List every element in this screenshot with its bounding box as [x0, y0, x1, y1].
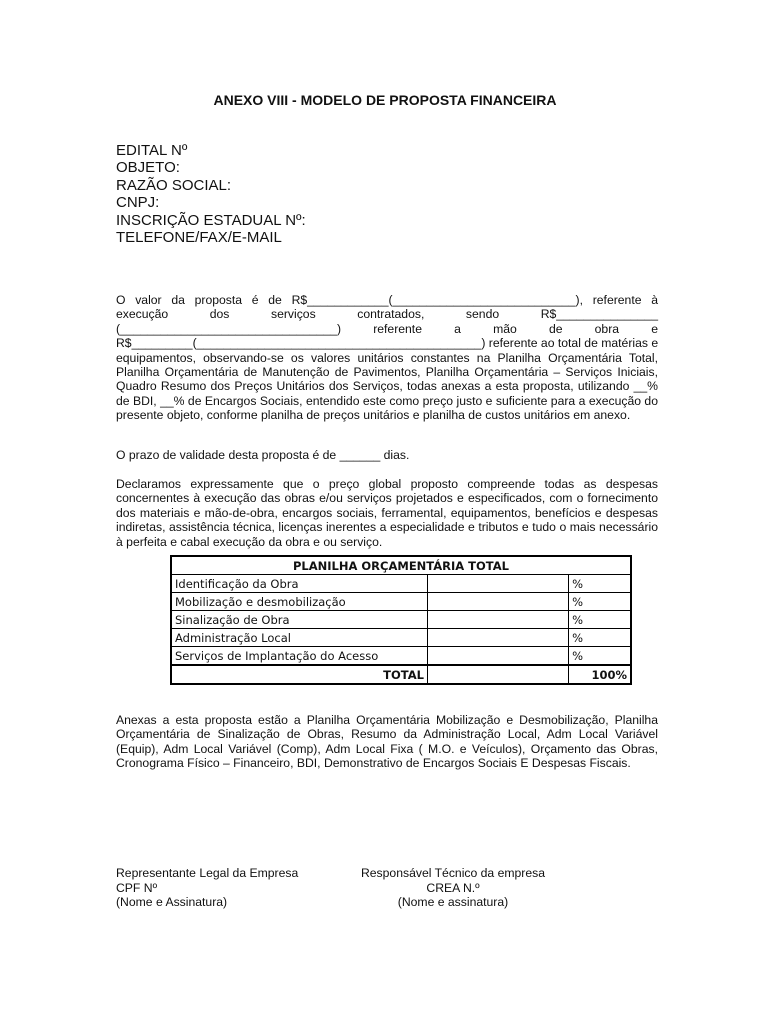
row-label: Identificação da Obra	[171, 575, 427, 593]
table-row	[171, 629, 631, 647]
proposal-line-2: execução dos serviços contratados, sendo R$_______________	[116, 307, 658, 322]
row-value	[427, 647, 568, 666]
signature-legal-representative	[116, 866, 298, 910]
table-row	[171, 611, 631, 629]
row-label: Administração Local	[171, 629, 427, 647]
row-label: Mobilização e desmobilização	[171, 593, 427, 611]
row-value	[427, 611, 568, 629]
signature-technical-responsible	[355, 866, 551, 910]
signature-left-line-2: CPF Nº	[116, 880, 158, 895]
signature-left-line-1: Representante Legal da Empresa	[116, 866, 299, 880]
row-value	[427, 575, 568, 593]
proposal-line-3: (________________________________) referente a mão de obra e	[116, 321, 658, 336]
proposal-line-4: R$_________(__________________________________________) referente ao total de matérias e	[116, 336, 659, 351]
field-contact: TELEFONE/FAX/E-MAIL	[116, 229, 282, 247]
row-value	[427, 593, 568, 611]
table-total-row	[171, 665, 631, 684]
budget-table-title: PLANILHA ORÇAMENTÁRIA TOTAL	[171, 556, 631, 575]
budget-table	[170, 555, 632, 685]
row-percent: %	[569, 611, 631, 629]
table-row	[171, 593, 631, 611]
header-fields	[116, 142, 306, 246]
row-percent: %	[569, 647, 631, 666]
row-label: Serviços de Implantação do Acesso	[171, 647, 427, 666]
field-objeto: OBJETO:	[116, 159, 180, 177]
row-percent: %	[569, 575, 631, 593]
field-edital: EDITAL Nº	[116, 142, 188, 159]
budget-table-header	[171, 556, 631, 575]
row-value	[427, 629, 568, 647]
row-percent: %	[569, 593, 631, 611]
field-inscricao-estadual: INSCRIÇÃO ESTADUAL Nº:	[116, 211, 306, 229]
table-row	[171, 647, 631, 666]
field-razao-social: RAZÃO SOCIAL:	[116, 176, 232, 194]
annexes-paragraph: Anexas a esta proposta estão a Planilha Orçamentária Mobilização e Desmobilização, Planilha Orçamentária de Sinalização de Obras, Resumo da Administração Local, Adm Local Variável (Equip), Adm Local Variável (Comp), Adm Local Fixa ( M.O. e Veículos), Orçamento das Obras, Cronograma Físico – Financeiro, BDI, Demonstrativo de Encargos Sociais E Despesas Fiscais.	[116, 713, 658, 771]
page-title: ANEXO VIII - MODELO DE PROPOSTA FINANCEIRA	[213, 92, 557, 108]
signature-right-line-2: CREA N.º	[426, 880, 480, 895]
proposal-line-1: O valor da proposta é de R$____________(___________________________), referente à	[116, 293, 658, 307]
row-label: Sinalização de Obra	[171, 611, 427, 629]
table-row	[171, 575, 631, 593]
total-empty	[427, 665, 568, 684]
signature-left-line-3: (Nome e Assinatura)	[116, 895, 228, 909]
validity-text: O prazo de validade desta proposta é de ______ dias.	[116, 448, 410, 462]
total-label: TOTAL	[171, 665, 427, 684]
proposal-rest: equipamentos, observando-se os valores unitários constantes na Planilha Orçamentária Total, Planilha Orçamentária de Manutenção de Pavimentos, Planilha Orçamentária – Serviços Iniciais, Quadro Resumo dos Preços Unitários dos Serviços, todas anexas a esta proposta, utilizando __% de BDI, __% de Encargos Sociais, entendido este como preço justo e suficiente para a execução do presente objeto, conforme planilha de preços unitários e planilha de custos unitários em anexo.	[116, 350, 658, 423]
signature-right-line-1: Responsável Técnico da empresa	[360, 866, 546, 880]
row-percent: %	[569, 629, 631, 647]
proposal-paragraph	[116, 293, 658, 423]
declaration-paragraph: Declaramos expressamente que o preço global proposto compreende todas as despesas concernentes à execução das obras e/ou serviços projetados e especificados, com o fornecimento dos materiais e mão-de-obra, encargos sociais, ferramental, equipamentos, benefícios e despesas indiretas, assistência técnica, licenças inerentes a especialidade e tributos e tudo o mais necessário à perfeita e cabal execução da obra e ou serviço.	[116, 477, 658, 549]
signature-right-line-3: (Nome e assinatura)	[397, 895, 509, 909]
total-value: 100%	[569, 665, 631, 684]
field-cnpj: CNPJ:	[116, 194, 160, 212]
